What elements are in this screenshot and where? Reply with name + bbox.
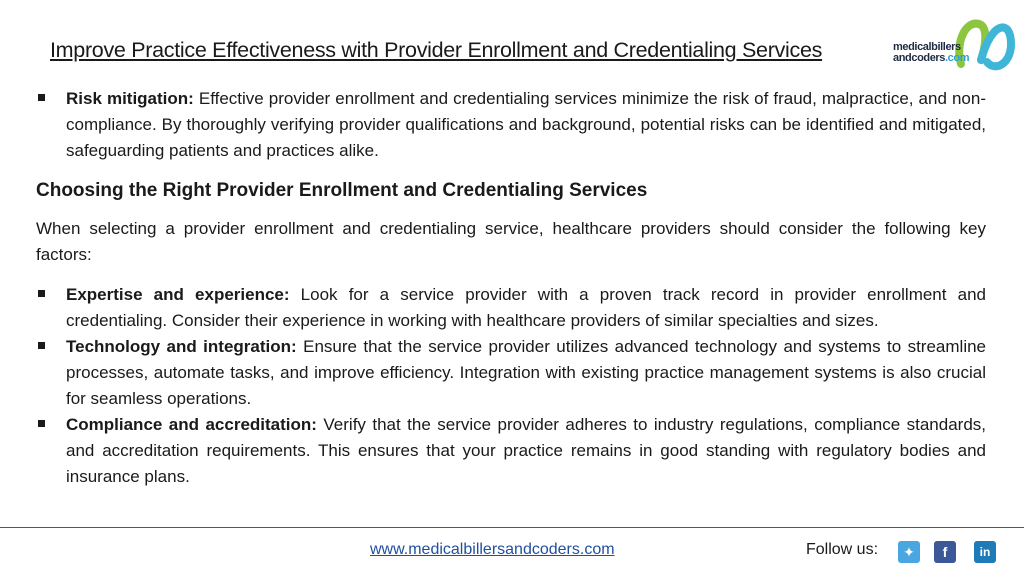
logo-text-com: .com xyxy=(945,52,970,64)
square-bullet-icon xyxy=(38,94,45,101)
follow-us-label: Follow us: xyxy=(806,541,879,558)
footer-divider xyxy=(0,527,1024,528)
logo-text-line1: medicalbillers xyxy=(893,41,961,53)
page-title: Improve Practice Effectiveness with Provider Enrollment and Credentialing Services xyxy=(50,38,823,62)
logo-text xyxy=(893,42,969,64)
section-heading: Choosing the Right Provider Enrollment and Credentialing Services xyxy=(36,180,648,201)
section-intro: When selecting a provider enrollment and credentialing service, healthcare providers should consider the following key factors: xyxy=(36,219,986,264)
square-bullet-icon xyxy=(38,342,45,349)
square-bullet-icon xyxy=(38,290,45,297)
square-bullet-icon xyxy=(38,420,45,427)
list-item xyxy=(36,334,986,412)
company-logo xyxy=(893,14,1015,74)
logo-text-line2: andcoders xyxy=(893,52,946,64)
list-item xyxy=(36,86,986,164)
main-content xyxy=(36,86,986,490)
website-link[interactable]: www.medicalbillersandcoders.com xyxy=(370,541,615,558)
bullet-lead: Technology and integration: xyxy=(66,337,297,356)
linkedin-icon[interactable]: in xyxy=(974,541,996,563)
risk-bullet-list xyxy=(36,86,986,164)
bullet-text: Ensure that the service provider utilizes advanced technology and systems to streamline processes, automate tasks, and improve efficiency. Integration with existing practice management systems is also crucial for seamless operations. xyxy=(66,337,987,408)
bullet-lead: Expertise and experience: xyxy=(66,285,290,304)
twitter-icon[interactable]: ✦ xyxy=(898,541,920,563)
bullet-text: Look for a service provider with a proven track record in provider enrollment and credentialing. Consider their experience in working with healthcare providers of similar specialties and sizes. xyxy=(66,285,986,330)
list-item xyxy=(36,412,986,490)
bullet-text: Effective provider enrollment and credentialing services minimize the risk of fraud, malpractice, and non-compliance. By thoroughly verifying provider qualifications and background, potential risks can be identified and mitigated, safeguarding patients and practices alike. xyxy=(66,89,986,160)
list-item xyxy=(36,282,986,334)
facebook-icon[interactable]: f xyxy=(934,541,956,563)
bullet-lead: Risk mitigation: xyxy=(66,89,194,108)
bullet-text: Verify that the service provider adheres to industry regulations, compliance standards, and accreditation requirements. This ensures that your practice remains in good standing with regulatory bodies and insurance plans. xyxy=(66,415,987,486)
bullet-lead: Compliance and accreditation: xyxy=(66,415,317,434)
factors-bullet-list xyxy=(36,282,986,490)
